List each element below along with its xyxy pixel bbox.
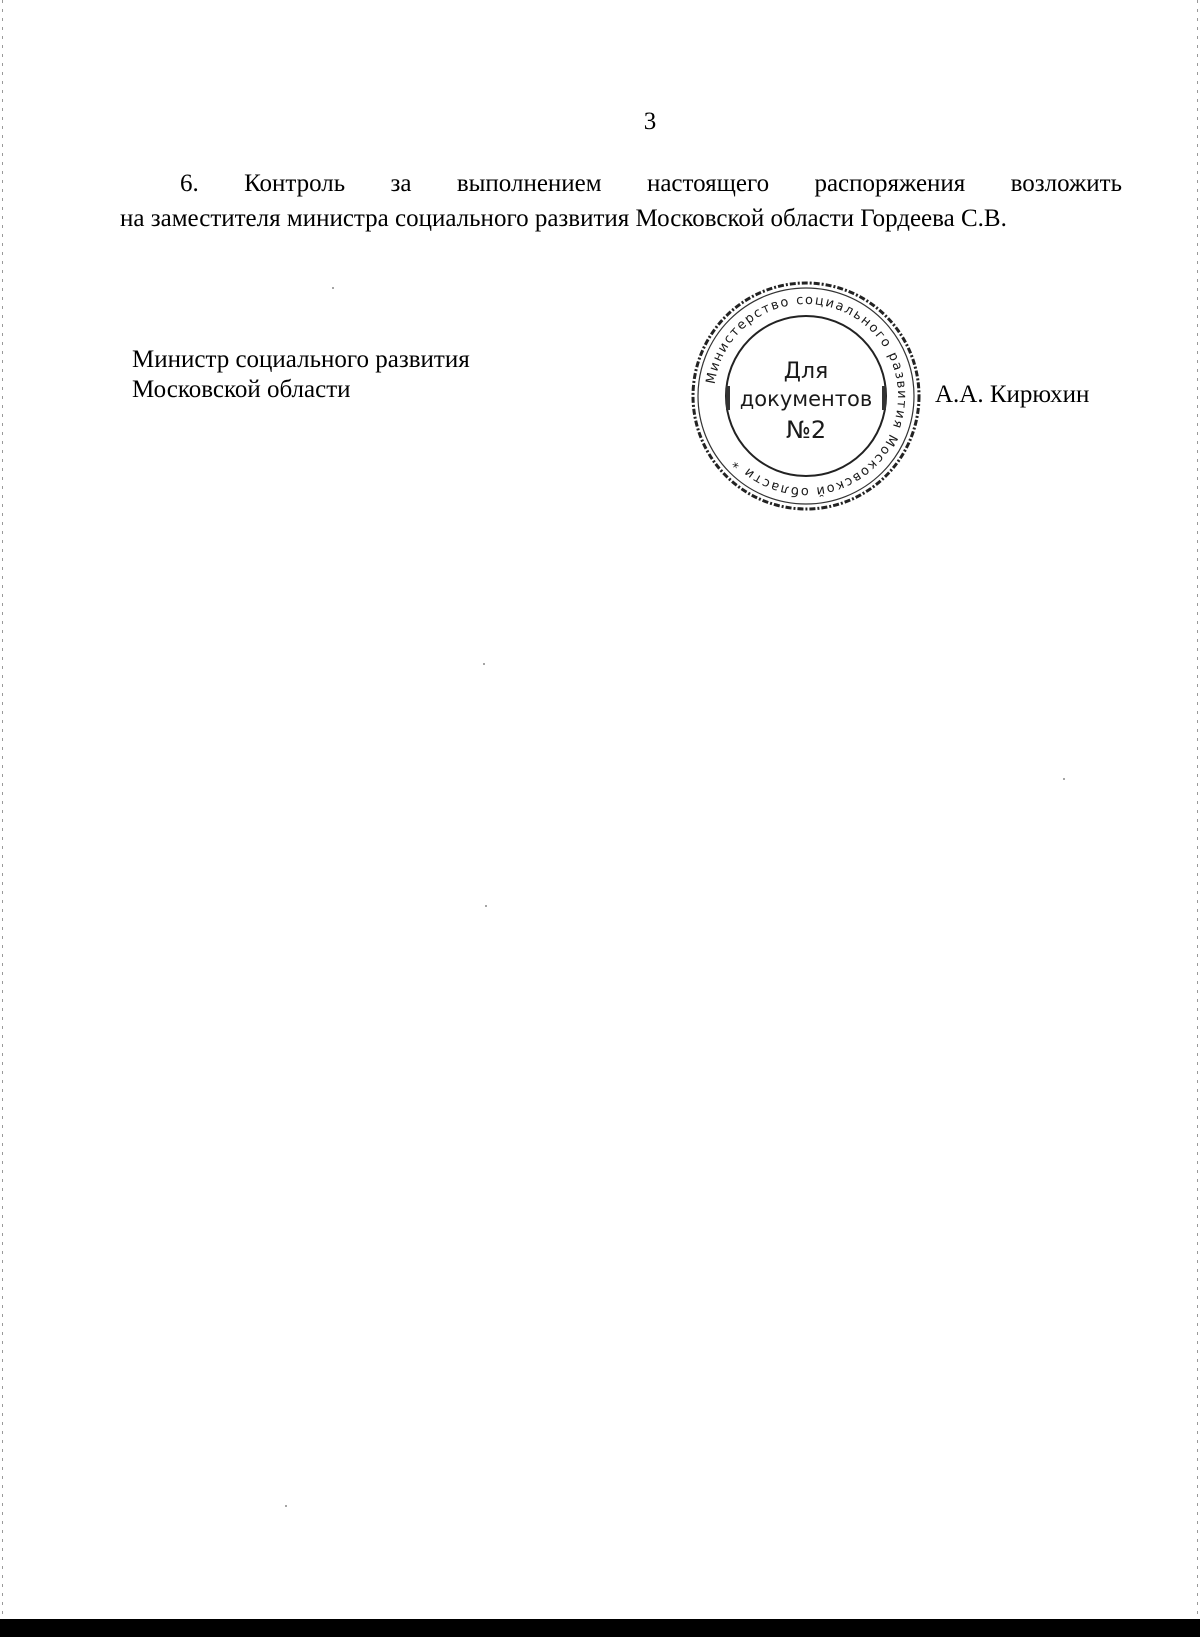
paragraph-line-1: 6. Контроль за выполнением настоящего распоряжения возложить: [180, 170, 1122, 197]
stamp-right-bracket: [882, 386, 886, 410]
signatory-title: [132, 345, 470, 405]
scan-speck: [1063, 778, 1065, 780]
scan-speck: [485, 905, 487, 907]
stamp-left-bracket: [726, 386, 730, 410]
scan-bottom-border: [0, 1619, 1200, 1637]
scan-speck: [332, 287, 334, 289]
left-edge-scan-line: [2, 0, 3, 1637]
stamp-seal-graphic: [686, 280, 926, 512]
stamp-center-line-3: №2: [785, 416, 827, 444]
scan-speck: [285, 1505, 287, 1507]
page-number: 3: [643, 108, 657, 135]
stamp-center-line-1: Для: [783, 359, 829, 384]
paragraph-line-2: на заместителя министра социального развития Московской области Гордеева С.В.: [120, 205, 1007, 232]
signatory-title-line-2: Московской области: [132, 376, 351, 403]
stamp-outer-text: Министерство социального развития Московской области *: [703, 292, 910, 500]
signatory-name: А.А. Кирюхин: [935, 381, 1090, 408]
right-edge-scan-line: [1197, 0, 1198, 1637]
stamp-center-line-2: документов: [739, 387, 873, 411]
signatory-title-line-1: Министр социального развития: [132, 346, 470, 373]
scan-speck: [483, 663, 485, 665]
official-stamp: [686, 280, 926, 512]
